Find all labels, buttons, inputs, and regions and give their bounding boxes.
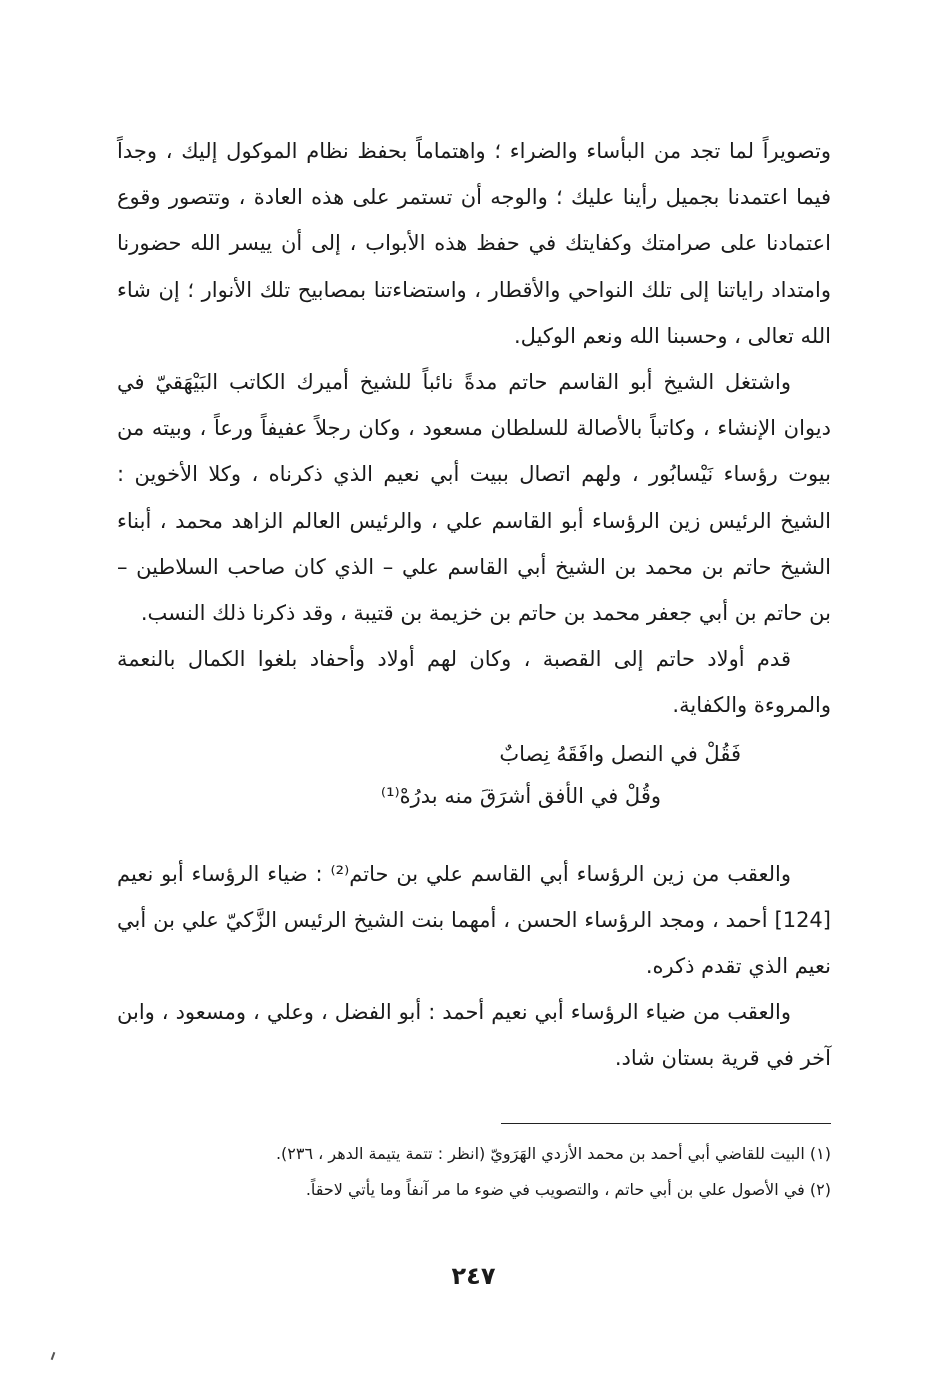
- footnote-1: (١) البيت للقاضي أبي أحمد بن محمد الأزدي الهَرَويّ (انظر : تتمة يتيمة الدهر ، ٢٣٦).: [275, 1144, 831, 1163]
- paragraph: وتصويراً لما تجد من البأساء والضراء ؛ واهتماماً بحفظ نظام الموكول إليك ، وجداً فيما اعتمدنا بجميل رأينا عليك ؛ والوجه أن تستمر على هذه العادة ، وتتصور وقوع اعتمادنا على صرامتك وكفايتك في حفظ هذه الأبواب ، إلى أن ييسر الله حضورنا وامتداد راياتنا إلى تلك النواحي والأقطار ، واستضاءتنا بمصابيح تلك الأنوار ؛ إن شاء الله تعالى ، وحسبنا الله ونعم الوكيل.: [117, 139, 831, 348]
- paragraph: قدم أولاد حاتم إلى القصبة ، وكان لهم أولاد وأحفاد بلغوا الكمال بالنعمة والمروءة والكفاية.: [117, 647, 831, 718]
- main-text: [117, 128, 831, 1082]
- verse-spacer: [117, 823, 831, 851]
- paragraph: واشتغل الشيخ أبو القاسم حاتم مدةً نائباً للشيخ أميرك الكاتب البَيْهَقيّ في ديوان الإنشاء ، وكاتباً بالأصالة للسلطان مسعود ، وكان رجلاً عفيفاً ورعاً ، وبيته من بيوت رؤساء نَيْسابُور ، ولهم اتصال ببيت أبي نعيم الذي ذكرناه ، وكلا الأخوين : الشيخ الرئيس زين الرؤساء أبو القاسم علي ، والرئيس العالم الزاهد محمد ، أبناء الشيخ حاتم بن محمد بن الشيخ أبي القاسم علي – الذي كان صاحب السلاطين – بن حاتم بن أبي جعفر محمد بن حاتم بن خزيمة بن قتيبة ، وقد ذكرنا ذلك النسب.: [117, 370, 831, 626]
- poetry-verse: [117, 733, 831, 817]
- footnotes: [117, 1136, 831, 1208]
- verse-line-1: فَقُلْ في النصل وافَقَهُ نِصابٌ: [499, 741, 741, 766]
- footnote-divider: [501, 1123, 831, 1124]
- footnote-2: (٢) في الأصول علي بن أبي حاتم ، والتصويب في ضوء ما مر آنفاً وما يأتي لاحقاً.: [305, 1180, 831, 1199]
- verse-line-2: وقُلْ في الأفق أشرَقَ منه بدرُهْ⁽¹⁾: [380, 783, 661, 808]
- paragraph: والعقب من زين الرؤساء أبي القاسم علي بن حاتم⁽²⁾ : ضياء الرؤساء أبو نعيم [124] أحمد ، ومجد الرؤساء الحسن ، أمهما بنت الشيخ الرئيس الزَّكيّ علي بن أبي نعيم الذي تقدم ذكره.: [117, 861, 831, 979]
- scan-speck: [51, 1352, 56, 1360]
- page-number: ٢٤٧: [451, 1262, 496, 1290]
- paragraph: والعقب من ضياء الرؤساء أبي نعيم أحمد : أبو الفضل ، وعلي ، ومسعود ، وابن آخر في قرية بستان شاد.: [117, 1000, 831, 1071]
